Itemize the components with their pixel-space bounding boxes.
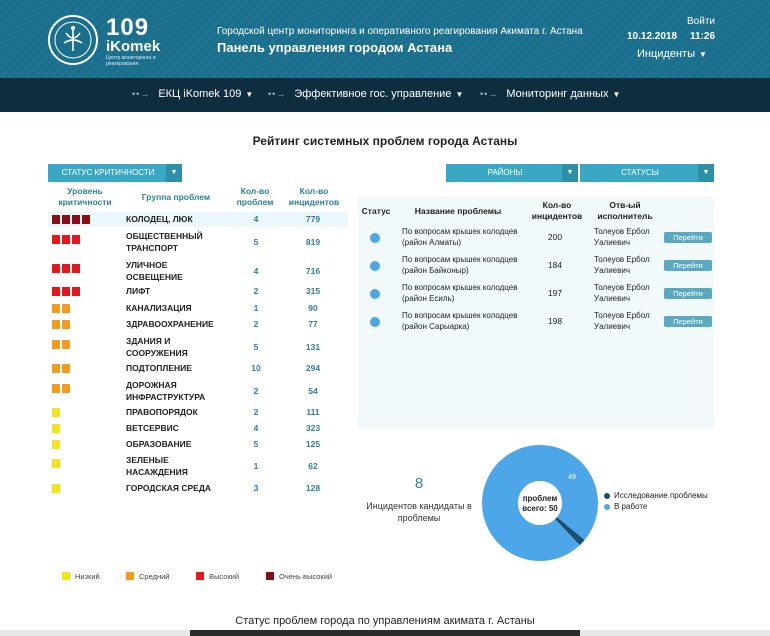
logo-brand: iKomek — [106, 38, 161, 55]
nav-item-ekc[interactable] — [132, 88, 253, 100]
problem-group-name: ЛИФТ — [126, 286, 151, 296]
legend-medium-label: Средний — [139, 572, 170, 581]
table-row[interactable] — [48, 212, 348, 227]
criticality-square-icon — [52, 215, 60, 224]
incident-count: 54 — [308, 386, 318, 396]
districts-filter[interactable] — [446, 164, 578, 182]
main-nav — [0, 78, 770, 112]
section-title: Рейтинг системных проблем города Астаны — [252, 134, 518, 148]
problem-group-name: ОБЩЕСТВЕННЫЙ ТРАНСПОРТ — [126, 231, 203, 253]
incident-count: 779 — [305, 214, 321, 224]
donut-center-label: проблем — [522, 494, 558, 503]
header-level: Уровень критичности — [58, 186, 112, 207]
legend-item-research — [604, 491, 708, 500]
dots-icon: ••→ — [480, 89, 499, 99]
login-link[interactable]: Войти — [687, 16, 715, 27]
status-dot-icon — [370, 261, 380, 271]
table-row[interactable] — [48, 453, 348, 479]
incident-count: 315 — [305, 286, 321, 296]
problem-count: 5 — [253, 237, 259, 247]
criticality-square-icon — [52, 459, 60, 468]
logo-subtitle: Центр мониторинга и реагирования — [106, 55, 156, 67]
dots-icon: ••→ — [132, 89, 151, 99]
problem-group-name: ПОДТОПЛЕНИЕ — [126, 363, 192, 373]
problem-group-name: ГОРОДСКАЯ СРЕДА — [126, 483, 212, 493]
incident-count: 62 — [308, 461, 318, 471]
bottom-section-title: Статус проблем города по управлениям акимата г. Астаны — [235, 615, 535, 627]
legend-low-label: Низкий — [75, 572, 100, 581]
criticality-square-icon — [62, 320, 70, 329]
problem-count: 1 — [253, 303, 259, 313]
criticality-square-icon — [52, 287, 60, 296]
problem-count: 2 — [253, 319, 259, 329]
problem-count: 4 — [253, 423, 259, 433]
criticality-square-icon — [52, 364, 60, 373]
legend-high — [196, 572, 239, 581]
go-button[interactable]: Перейти — [664, 316, 712, 327]
statuses-filter-label: СТАТУСЫ — [621, 168, 659, 177]
legend-swatch — [196, 572, 204, 580]
problem-name: По вопросам крышек колодцев (район Алматы) — [402, 227, 518, 247]
statuses-filter[interactable] — [580, 164, 714, 182]
status-dot-icon — [370, 289, 380, 299]
criticality-square-icon — [62, 364, 70, 373]
nav-item-label: Мониторинг данных — [506, 88, 609, 100]
chevron-down-icon: ▼ — [245, 90, 254, 99]
header — [0, 0, 770, 78]
candidates-label: Инцидентов кандидаты в проблемы — [366, 501, 472, 523]
chevron-down-icon: ▼ — [166, 164, 182, 182]
problem-group-name: ОБРАЗОВАНИЕ — [126, 439, 192, 449]
table-row — [358, 226, 714, 250]
incident-count: 131 — [305, 342, 321, 352]
problem-group-name: КОЛОДЕЦ, ЛЮК — [126, 214, 193, 224]
criticality-filter-label: СТАТУС КРИТИЧНОСТИ — [61, 168, 155, 177]
incidents-dropdown-label: Инциденты — [637, 48, 695, 60]
criticality-square-icon — [52, 408, 60, 417]
criticality-square-icon — [52, 235, 60, 244]
problem-count: 2 — [253, 286, 259, 296]
incident-count: 125 — [305, 439, 321, 449]
problem-count: 2 — [253, 386, 259, 396]
donut-data-label: 49 — [568, 474, 576, 481]
criticality-square-icon — [52, 484, 60, 493]
logo-emblem-icon[interactable] — [48, 15, 98, 65]
problem-group-name: ЗДРАВООХРАНЕНИЕ — [126, 319, 214, 329]
criticality-square-icon — [62, 384, 70, 393]
go-button[interactable]: Перейти — [664, 232, 712, 243]
table-row[interactable] — [48, 481, 348, 496]
table-row[interactable] — [48, 229, 348, 255]
criticality-square-icon — [52, 340, 60, 349]
incident-count: 323 — [305, 423, 321, 433]
problem-count: 5 — [253, 439, 259, 449]
header-problem-incidents: Кол-во инцидентов — [531, 200, 583, 221]
problem-name: По вопросам крышек колодцев (район Есиль) — [402, 283, 518, 303]
problem-count: 4 — [253, 266, 259, 276]
table-row[interactable] — [48, 317, 348, 332]
header-executor: Отв-ый исполнитель — [597, 200, 653, 221]
legend-very-high — [266, 572, 332, 581]
problem-group-name: ЗЕЛЕНЫЕ НАСАЖДЕНИЯ — [126, 455, 188, 477]
incident-count: 128 — [305, 483, 321, 493]
executor-name: Толеуов Ербол Уалиевич — [594, 283, 650, 303]
criticality-square-icon — [62, 287, 70, 296]
executor-name: Толеуов Ербол Уалиевич — [594, 255, 650, 275]
legend-dot-icon — [604, 504, 610, 510]
incident-count: 77 — [308, 319, 318, 329]
nav-item-label: Эффективное гос. управление — [294, 88, 452, 100]
status-dot-icon — [370, 233, 380, 243]
criticality-square-icon — [72, 264, 80, 273]
incident-count: 819 — [305, 237, 321, 247]
status-dot-icon — [370, 317, 380, 327]
problem-group-name: ВЕТСЕРВИС — [126, 423, 179, 433]
problem-group-name: КАНАЛИЗАЦИЯ — [126, 303, 192, 313]
criticality-square-icon — [82, 215, 90, 224]
scrollbar-thumb[interactable] — [190, 630, 580, 636]
header-date: 10.12.2018 — [627, 31, 678, 42]
header-subtitle: Городской центр мониторинга и оперативного реагирования Акимата г. Астана — [217, 26, 583, 37]
criticality-square-icon — [62, 215, 70, 224]
nav-item-gov[interactable] — [268, 88, 463, 100]
table-row — [358, 254, 714, 278]
table-row[interactable] — [48, 334, 348, 360]
header-time: 11:26 — [690, 31, 716, 42]
problem-incidents: 184 — [547, 260, 563, 270]
districts-filter-label: РАЙОНЫ — [487, 168, 523, 177]
problem-count: 10 — [251, 363, 261, 373]
criticality-square-icon — [62, 304, 70, 313]
problem-count: 5 — [253, 342, 259, 352]
legend-very-high-label: Очень высокий — [279, 572, 333, 581]
donut-center-total: всего: 50 — [522, 504, 558, 513]
go-button[interactable]: Перейти — [664, 260, 712, 271]
nav-item-monitoring[interactable] — [480, 88, 620, 100]
criticality-square-icon — [72, 287, 80, 296]
legend-high-label: Высокий — [209, 572, 240, 581]
table-row[interactable] — [48, 361, 348, 376]
table-row[interactable] — [48, 301, 348, 316]
problem-count: 4 — [253, 214, 259, 224]
criticality-square-icon — [52, 304, 60, 313]
incident-count: 716 — [305, 266, 321, 276]
legend-low — [62, 572, 100, 581]
table-row[interactable] — [48, 258, 348, 284]
table-row[interactable] — [48, 378, 348, 404]
logo-number: 109 — [106, 14, 150, 41]
criticality-square-icon — [62, 340, 70, 349]
chevron-down-icon: ▼ — [562, 164, 578, 182]
header-status: Статус — [361, 206, 391, 216]
criticality-square-icon — [62, 264, 70, 273]
nav-item-label: ЕКЦ iKomek 109 — [158, 88, 242, 100]
table-row — [358, 310, 714, 334]
header-problem-name: Название проблемы — [414, 206, 502, 216]
problem-count: 3 — [253, 483, 259, 493]
candidates-count: 8 — [414, 475, 424, 492]
legend-medium — [126, 572, 170, 581]
incidents-dropdown[interactable] — [637, 48, 707, 60]
dots-icon: ••→ — [268, 89, 287, 99]
problem-group-name: ЗДАНИЯ И СООРУЖЕНИЯ — [126, 336, 188, 358]
legend-swatch — [62, 572, 70, 580]
table-row[interactable] — [48, 284, 348, 299]
criticality-square-icon — [52, 264, 60, 273]
donut-center — [518, 481, 562, 525]
problem-name: По вопросам крышек колодцев (район Байконыр) — [402, 255, 518, 275]
chevron-down-icon: ▼ — [698, 50, 707, 59]
problem-incidents: 200 — [547, 232, 563, 242]
chevron-down-icon: ▼ — [612, 90, 621, 99]
table-row[interactable] — [48, 437, 348, 452]
table-row — [358, 282, 714, 306]
legend-item-in-work — [604, 502, 647, 511]
problem-incidents: 197 — [547, 288, 563, 298]
horizontal-scrollbar[interactable] — [0, 630, 770, 636]
legend-swatch — [266, 572, 274, 580]
criticality-square-icon — [52, 424, 60, 433]
legend-label: В работе — [614, 502, 648, 511]
problem-group-name: ДОРОЖНАЯ ИНФРАСТРУКТУРА — [126, 380, 206, 402]
criticality-filter[interactable] — [48, 164, 182, 182]
criticality-square-icon — [52, 320, 60, 329]
criticality-square-icon — [52, 384, 60, 393]
incident-count: 111 — [306, 407, 320, 417]
chevron-down-icon: ▼ — [455, 90, 464, 99]
problem-count: 1 — [253, 461, 259, 471]
header-incidents: Кол-во инцидентов — [288, 186, 340, 207]
incident-count: 90 — [308, 303, 318, 313]
problem-name: По вопросам крышек колодцев (район Сарыарка) — [402, 311, 518, 331]
header-count: Кол-во проблем — [236, 186, 274, 207]
problem-group-name: УЛИЧНОЕ ОСВЕЩЕНИЕ — [126, 260, 183, 282]
executor-name: Толеуов Ербол Уалиевич — [594, 311, 650, 331]
criticality-square-icon — [72, 235, 80, 244]
page-title: Панель управления городом Астана — [217, 40, 453, 55]
legend-swatch — [126, 572, 134, 580]
chevron-down-icon: ▼ — [698, 164, 714, 182]
criticality-square-icon — [72, 215, 80, 224]
criticality-square-icon — [52, 440, 60, 449]
problem-count: 2 — [253, 407, 259, 417]
problem-incidents: 198 — [547, 316, 563, 326]
legend-dot-icon — [604, 493, 610, 499]
header-group: Группа проблем — [141, 192, 211, 202]
legend-label: Исследование проблемы — [614, 491, 708, 500]
table-row[interactable] — [48, 421, 348, 436]
problem-group-name: ПРАВОПОРЯДОК — [126, 407, 198, 417]
problems-donut-chart — [480, 443, 600, 563]
table-row[interactable] — [48, 405, 348, 420]
incident-count: 294 — [305, 363, 321, 373]
criticality-square-icon — [62, 235, 70, 244]
go-button[interactable]: Перейти — [664, 288, 712, 299]
executor-name: Толеуов Ербол Уалиевич — [594, 227, 650, 247]
